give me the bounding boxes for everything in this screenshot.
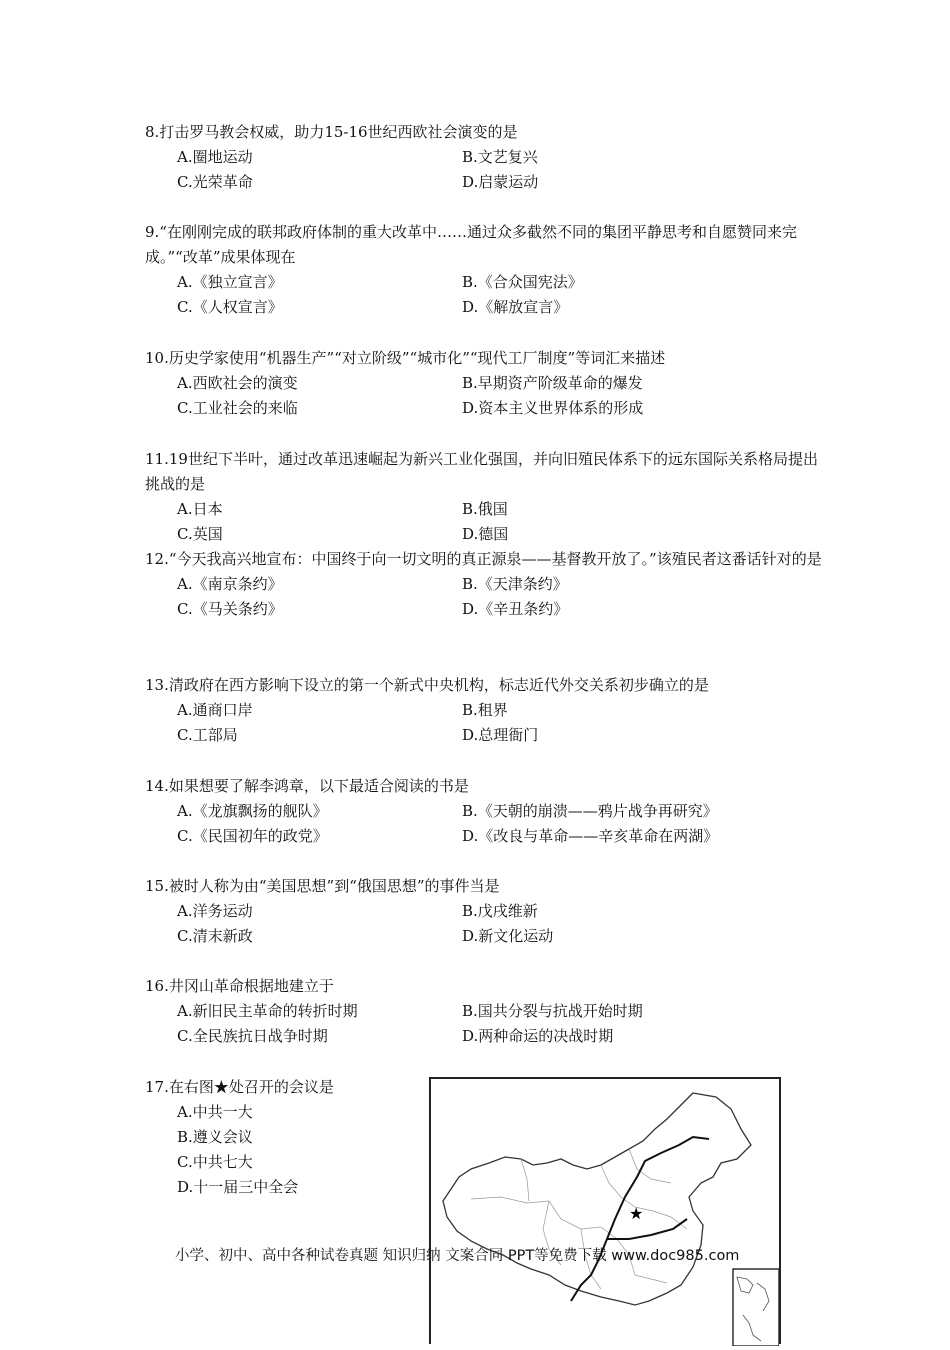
option-a[interactable]: A.中共一大 [177,1103,253,1121]
question-13 [145,673,825,748]
question-16 [145,974,825,1049]
option-b[interactable]: B.戊戌维新 [462,902,538,920]
option-c[interactable]: C.工部局 [177,726,238,744]
question-stem: 15.被时人称为由“美国思想”到“俄国思想”的事件当是 [145,877,500,895]
star-marker: ★ [629,1204,644,1223]
option-c[interactable]: C.中共七大 [177,1153,253,1171]
option-d[interactable]: D.《辛丑条约》 [462,600,569,618]
question-9 [145,220,825,320]
option-b[interactable]: B.文艺复兴 [462,148,538,166]
footer-watermark: 小学、初中、高中各种试卷真题 知识归纳 文案合同 PPT等免费下载 www.doc985.com [175,1248,740,1264]
question-17 [145,1075,425,1200]
option-c[interactable]: C.光荣革命 [177,173,253,191]
question-stem: 12.“今天我高兴地宣布：中国终于向一切文明的真正源泉——基督教开放了。”该殖民者这番话针对的是 [145,550,822,568]
option-d[interactable]: D.启蒙运动 [462,173,539,191]
china-map-figure [429,1077,781,1344]
option-b[interactable]: B.遵义会议 [177,1128,253,1146]
option-a[interactable]: A.西欧社会的演变 [177,374,298,392]
option-c[interactable]: C.英国 [177,525,223,543]
option-c[interactable]: C.清末新政 [177,927,253,945]
option-b[interactable]: B.国共分裂与抗战开始时期 [462,1002,643,1020]
option-b[interactable]: B.《合众国宪法》 [462,273,583,291]
question-12 [145,547,825,622]
option-a[interactable]: A.新旧民主革命的转折时期 [177,1002,358,1020]
question-stem: 16.井冈山革命根据地建立于 [145,977,334,995]
option-c[interactable]: C.《人权宣言》 [177,298,283,316]
question-11 [145,447,825,547]
question-14 [145,774,825,849]
option-d[interactable]: D.《改良与革命——辛亥革命在两湖》 [462,827,719,845]
option-a[interactable]: A.《独立宣言》 [177,273,283,291]
question-10 [145,346,825,421]
option-c[interactable]: C.工业社会的来临 [177,399,298,417]
option-b[interactable]: B.《天朝的崩溃——鸦片战争再研究》 [462,802,718,820]
option-c[interactable]: C.全民族抗日战争时期 [177,1027,328,1045]
question-stem: 9.“在刚刚完成的联邦政府体制的重大改革中……通过众多截然不同的集团平静思考和自愿赞同来完成。”“改革”成果体现在 [145,223,797,266]
question-stem: 14.如果想要了解李鸿章，以下最适合阅读的书是 [145,777,469,795]
south-sea-inset [733,1269,779,1346]
china-map-drawing [431,1079,779,1346]
option-a[interactable]: A.日本 [177,500,223,518]
question-stem: 11.19世纪下半叶，通过改革迅速崛起为新兴工业化强国，并向旧殖民体系下的远东国际关系格局提出挑战的是 [145,450,818,493]
question-15 [145,874,825,949]
question-stem: 13.清政府在西方影响下设立的第一个新式中央机构，标志近代外交关系初步确立的是 [145,676,709,694]
option-d[interactable]: D.新文化运动 [462,927,554,945]
option-a[interactable]: A.洋务运动 [177,902,253,920]
option-d[interactable]: D.资本主义世界体系的形成 [462,399,644,417]
option-d[interactable]: D.两种命运的决战时期 [462,1027,614,1045]
question-stem: 17.在右图★处召开的会议是 [145,1078,334,1096]
option-b[interactable]: B.租界 [462,701,508,719]
option-b[interactable]: B.俄国 [462,500,508,518]
option-a[interactable]: A.圈地运动 [177,148,253,166]
option-b[interactable]: B.《天津条约》 [462,575,568,593]
option-b[interactable]: B.早期资产阶级革命的爆发 [462,374,643,392]
option-c[interactable]: C.《马关条约》 [177,600,283,618]
question-8 [145,120,825,195]
option-c[interactable]: C.《民国初年的政党》 [177,827,328,845]
option-d[interactable]: D.德国 [462,525,509,543]
question-stem: 10.历史学家使用“机器生产”“对立阶级”“城市化”“现代工厂制度”等词汇来描述 [145,349,666,367]
option-d[interactable]: D.十一届三中全会 [177,1178,299,1196]
option-d[interactable]: D.《解放宣言》 [462,298,569,316]
question-stem: 8.打击罗马教会权威，助力15-16世纪西欧社会演变的是 [145,123,518,141]
option-a[interactable]: A.《龙旗飘扬的舰队》 [177,802,328,820]
option-a[interactable]: A.《南京条约》 [177,575,283,593]
option-a[interactable]: A.通商口岸 [177,701,253,719]
option-d[interactable]: D.总理衙门 [462,726,539,744]
